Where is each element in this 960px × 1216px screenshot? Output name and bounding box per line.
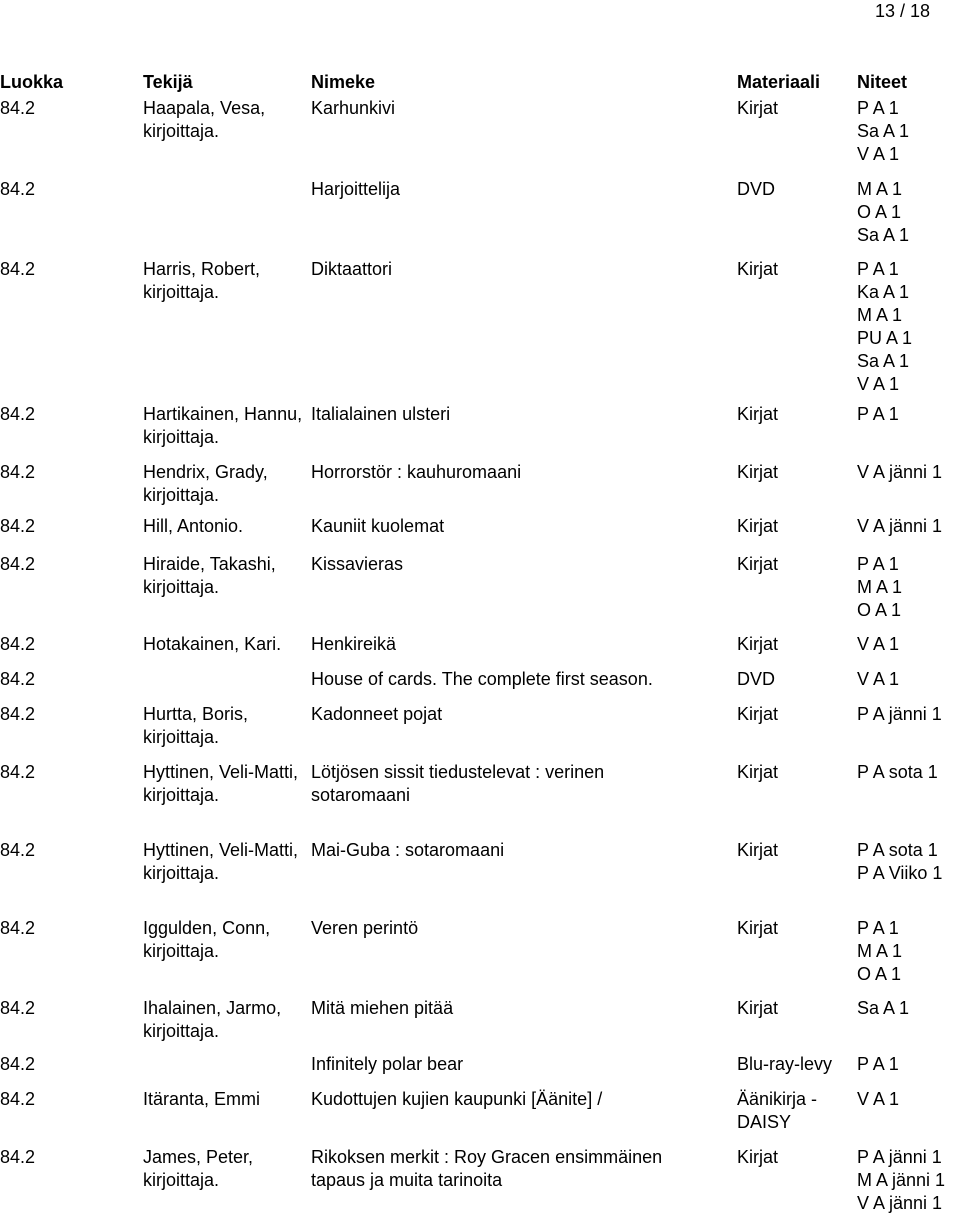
copy-entry: M A 1 [857, 305, 903, 325]
table-row [0, 761, 960, 836]
copy-entry: M A 1 [857, 941, 903, 961]
material-cell: Kirjat [737, 840, 779, 860]
title-cell: Mai-Guba : sotaromaani [311, 840, 505, 860]
class-cell: 84.2 [0, 516, 36, 536]
copy-entry: V A 1 [857, 669, 900, 689]
copy-entry: Sa A 1 [857, 998, 910, 1018]
material-cell: Kirjat [737, 516, 779, 536]
title-cell: Veren perintö [311, 918, 419, 938]
copy-entry: P A sota 1 [857, 762, 938, 782]
title-cell: Italialainen ulsteri [311, 404, 451, 424]
class-cell: 84.2 [0, 554, 36, 574]
copy-entry: O A 1 [857, 964, 902, 984]
class-cell: 84.2 [0, 704, 36, 724]
copy-entry: V A 1 [857, 144, 900, 164]
class-cell: 84.2 [0, 1147, 36, 1167]
copies-cell [857, 1053, 960, 1076]
copy-entry: Sa A 1 [857, 121, 910, 141]
class-cell: 84.2 [0, 462, 36, 482]
material-cell: Blu-ray-levy [737, 1054, 833, 1074]
copies-cell [857, 633, 960, 656]
copies-cell [857, 703, 960, 726]
page-indicator: 13 / 18 [874, 1, 930, 21]
material-cell: Äänikirja - DAISY [737, 1089, 818, 1132]
copy-entry: V A jänni 1 [857, 462, 943, 482]
copy-entry: P A 1 [857, 1054, 899, 1074]
table-header [0, 71, 960, 94]
class-cell: 84.2 [0, 1089, 36, 1109]
author-cell: Hurtta, Boris, kirjoittaja. [143, 704, 249, 747]
class-cell: 84.2 [0, 762, 36, 782]
copies-cell [857, 461, 960, 484]
table-row [0, 1146, 960, 1216]
title-cell: Kadonneet pojat [311, 704, 443, 724]
table-row [0, 1053, 960, 1083]
material-cell: Kirjat [737, 634, 779, 654]
title-cell: Kauniit kuolemat [311, 516, 445, 536]
material-cell: Kirjat [737, 404, 779, 424]
copies-cell [857, 258, 960, 396]
copies-cell [857, 553, 960, 622]
title-cell: Rikoksen merkit : Roy Gracen ensimmäinen tapaus ja muita tarinoita [311, 1147, 663, 1190]
class-cell: 84.2 [0, 1054, 36, 1074]
copy-entry: V A jänni 1 [857, 516, 943, 536]
class-cell: 84.2 [0, 669, 36, 689]
title-cell: Infinitely polar bear [311, 1054, 464, 1074]
table-row [0, 258, 960, 398]
table-row [0, 997, 960, 1047]
copy-entry: P A 1 [857, 259, 899, 279]
copy-entry: M A jänni 1 [857, 1170, 946, 1190]
table-row [0, 703, 960, 753]
title-cell: House of cards. The complete first season. [311, 669, 653, 689]
title-cell: Kissavieras [311, 554, 404, 574]
material-cell: Kirjat [737, 704, 779, 724]
table-row [0, 668, 960, 698]
table-row [0, 1088, 960, 1138]
class-cell: 84.2 [0, 918, 36, 938]
column-header-author: Tekijä [143, 72, 193, 92]
copy-entry: Sa A 1 [857, 351, 910, 371]
column-header-copies: Niteet [857, 72, 908, 92]
column-header-material: Materiaali [737, 72, 821, 92]
material-cell: DVD [737, 179, 776, 199]
copy-entry: PU A 1 [857, 328, 913, 348]
table-row [0, 633, 960, 663]
material-cell: Kirjat [737, 462, 779, 482]
material-cell: Kirjat [737, 554, 779, 574]
copy-entry: M A 1 [857, 577, 903, 597]
copy-entry: Ka A 1 [857, 282, 910, 302]
copy-entry: P A 1 [857, 404, 899, 424]
class-cell: 84.2 [0, 634, 36, 654]
copy-entry: Sa A 1 [857, 225, 910, 245]
copy-entry: O A 1 [857, 202, 902, 222]
author-cell: Hyttinen, Veli-Matti, kirjoittaja. [143, 840, 299, 883]
copies-cell [857, 668, 960, 691]
material-cell: Kirjat [737, 762, 779, 782]
class-cell: 84.2 [0, 179, 36, 199]
copy-entry: V A 1 [857, 374, 900, 394]
copies-cell [857, 839, 960, 885]
copy-entry: P A jänni 1 [857, 704, 942, 724]
copies-cell [857, 917, 960, 986]
author-cell: James, Peter, kirjoittaja. [143, 1147, 254, 1190]
copy-entry: V A jänni 1 [857, 1193, 943, 1213]
title-cell: Karhunkivi [311, 98, 396, 118]
table-row [0, 917, 960, 992]
table-row [0, 403, 960, 453]
class-cell: 84.2 [0, 840, 36, 860]
author-cell: Hartikainen, Hannu, kirjoittaja. [143, 404, 303, 447]
class-cell: 84.2 [0, 98, 36, 118]
title-cell: Henkireikä [311, 634, 397, 654]
copy-entry: P A 1 [857, 918, 899, 938]
author-cell: Hendrix, Grady, kirjoittaja. [143, 462, 268, 505]
class-cell: 84.2 [0, 404, 36, 424]
copies-cell [857, 997, 960, 1020]
material-cell: Kirjat [737, 1147, 779, 1167]
copy-entry: O A 1 [857, 600, 902, 620]
copies-cell [857, 1146, 960, 1215]
material-cell: DVD [737, 669, 776, 689]
copy-entry: V A 1 [857, 1089, 900, 1109]
table-row [0, 97, 960, 172]
table-row [0, 839, 960, 914]
class-cell: 84.2 [0, 259, 36, 279]
author-cell: Harris, Robert, kirjoittaja. [143, 259, 261, 302]
author-cell: Hill, Antonio. [143, 516, 244, 536]
material-cell: Kirjat [737, 259, 779, 279]
copies-cell [857, 97, 960, 166]
material-cell: Kirjat [737, 998, 779, 1018]
column-header-class: Luokka [0, 72, 64, 92]
title-cell: Lötjösen sissit tiedustelevat : verinen sotaromaani [311, 762, 605, 805]
table-row [0, 178, 960, 253]
author-cell: Iggulden, Conn, kirjoittaja. [143, 918, 271, 961]
copies-cell [857, 761, 960, 784]
author-cell: Haapala, Vesa, kirjoittaja. [143, 98, 266, 141]
copies-cell [857, 515, 960, 538]
table-row [0, 515, 960, 545]
title-cell: Horrorstör : kauhuromaani [311, 462, 522, 482]
catalog-table [0, 71, 960, 1213]
table-row [0, 553, 960, 628]
author-cell: Hyttinen, Veli-Matti, kirjoittaja. [143, 762, 299, 805]
author-cell: Hiraide, Takashi, kirjoittaja. [143, 554, 276, 597]
author-cell: Hotakainen, Kari. [143, 634, 282, 654]
copy-entry: M A 1 [857, 179, 903, 199]
copy-entry: P A jänni 1 [857, 1147, 942, 1167]
copy-entry: P A sota 1 [857, 840, 938, 860]
copy-entry: P A Viiko 1 [857, 863, 943, 883]
column-header-title: Nimeke [311, 72, 376, 92]
title-cell: Harjoittelija [311, 179, 401, 199]
copy-entry: V A 1 [857, 634, 900, 654]
copies-cell [857, 403, 960, 426]
title-cell: Mitä miehen pitää [311, 998, 454, 1018]
copy-entry: P A 1 [857, 98, 899, 118]
author-cell: Ihalainen, Jarmo, kirjoittaja. [143, 998, 282, 1041]
copy-entry: P A 1 [857, 554, 899, 574]
material-cell: Kirjat [737, 98, 779, 118]
title-cell: Kudottujen kujien kaupunki [Äänite] / [311, 1089, 603, 1109]
copies-cell [857, 178, 960, 247]
class-cell: 84.2 [0, 998, 36, 1018]
material-cell: Kirjat [737, 918, 779, 938]
table-row [0, 461, 960, 511]
copies-cell [857, 1088, 960, 1111]
author-cell: Itäranta, Emmi [143, 1089, 261, 1109]
title-cell: Diktaattori [311, 259, 393, 279]
